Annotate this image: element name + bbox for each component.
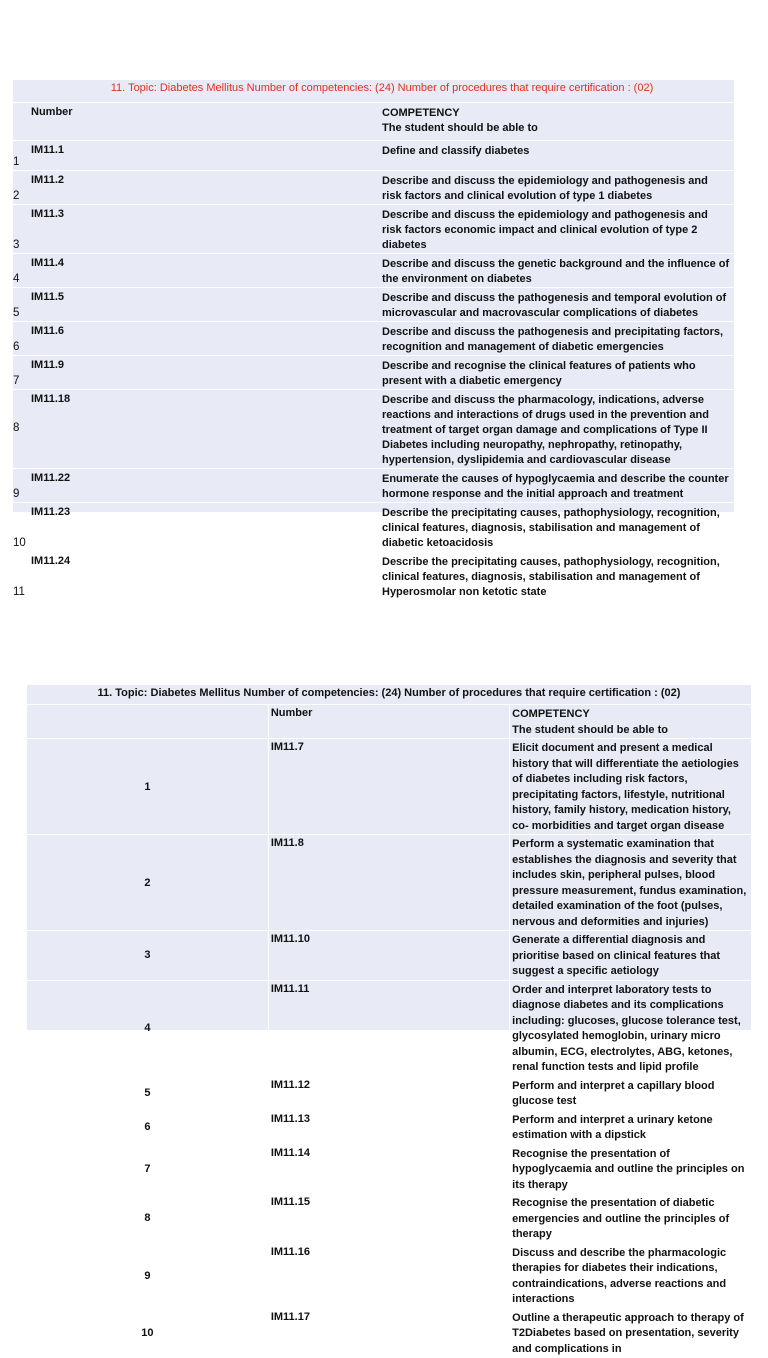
- competency-code: IM11.5: [30, 288, 382, 322]
- competency-code: IM11.4: [30, 254, 382, 288]
- table-row: [13, 205, 734, 254]
- row-index: 1: [13, 141, 30, 171]
- competency-code: IM11.12: [268, 1076, 509, 1110]
- competency-text: Describe and discuss the pathogenesis and precipitating factors, recognition and management of diabetic emergencies: [382, 322, 734, 356]
- row-index: 11: [13, 552, 30, 601]
- table-row: [27, 980, 751, 1076]
- competency-text: Recognise the presentation of hypoglycaemia and outline the principles on its therapy: [510, 1144, 751, 1194]
- table-row: [27, 1110, 751, 1144]
- table-row: [27, 1144, 751, 1194]
- table-row: [13, 171, 734, 205]
- table-row: [13, 469, 734, 503]
- row-index: 9: [13, 469, 30, 503]
- competency-code: IM11.10: [268, 931, 509, 981]
- table-row: [27, 1243, 751, 1308]
- competency-code: IM11.14: [268, 1144, 509, 1194]
- row-index: 3: [27, 931, 268, 981]
- competency-code: IM11.11: [268, 980, 509, 1076]
- table-row: [27, 1308, 751, 1358]
- table-row: [13, 503, 734, 552]
- row-index: 6: [13, 322, 30, 356]
- table-title: 11. Topic: Diabetes Mellitus Number of competencies: (24) Number of procedures that require certification : (02): [30, 80, 734, 103]
- competency-code: IM11.7: [268, 739, 509, 835]
- competency-text: Describe and recognise the clinical features of patients who present with a diabetic emergency: [382, 356, 734, 390]
- table-row: [27, 1076, 751, 1110]
- competency-text: Discuss and describe the pharmacologic therapies for diabetes their indications, contraindications, adverse reactions and interactions: [510, 1243, 751, 1308]
- row-index: 10: [13, 503, 30, 552]
- table-title-row: [27, 685, 751, 705]
- row-index: 8: [27, 1194, 268, 1244]
- competency-text: Enumerate the causes of hypoglycaemia and describe the counter hormone response and the initial approach and treatment: [382, 469, 734, 503]
- competency-table-top: [13, 80, 734, 598]
- competency-code: IM11.17: [268, 1308, 509, 1358]
- table-row: [13, 390, 734, 469]
- competency-code: IM11.9: [30, 356, 382, 390]
- row-index: 8: [13, 390, 30, 469]
- competency-text: Describe the precipitating causes, pathophysiology, recognition, clinical features, diagnosis, stabilisation and management of Hyperosmolar non ketotic state: [382, 552, 734, 601]
- row-index: 5: [13, 288, 30, 322]
- number-header: Number: [268, 705, 509, 739]
- competency-text: Describe and discuss the genetic background and the influence of the environment on diabetes: [382, 254, 734, 288]
- table-row: [27, 835, 751, 931]
- competency-text: Recognise the presentation of diabetic emergencies and outline the principles of therapy: [510, 1194, 751, 1244]
- competency-text: Order and interpret laboratory tests to diagnose diabetes and its complications including: glucoses, glucose tolerance test, glycosylated hemoglobin, urinary micro albumin, ECG, electrolytes, ABG, ketones, renal function tests and lipid profile: [510, 980, 751, 1076]
- competency-header: COMPETENCY The student should be able to: [510, 705, 751, 739]
- competency-text: Describe and discuss the pharmacology, indications, adverse reactions and interactions of drugs used in the prevention and treatment of target organ damage and complications of Type II Diabetes including neuropathy, nephropathy, retinopathy, hypertension, dyslipidemia and cardiovascular disease: [382, 390, 734, 469]
- table-header-row: [13, 103, 734, 141]
- row-index: 4: [27, 980, 268, 1076]
- competency-text: Define and classify diabetes: [382, 141, 734, 171]
- competency-code: IM11.6: [30, 322, 382, 356]
- competency-text: Generate a differential diagnosis and prioritise based on clinical features that suggest a specific aetiology: [510, 931, 751, 981]
- row-index: 2: [27, 835, 268, 931]
- competency-code: IM11.13: [268, 1110, 509, 1144]
- table-row: [27, 1194, 751, 1244]
- competency-code: IM11.22: [30, 469, 382, 503]
- table-title-row: [13, 80, 734, 103]
- row-index: 2: [13, 171, 30, 205]
- competency-header: COMPETENCY The student should be able to: [382, 103, 734, 141]
- row-index: 5: [27, 1076, 268, 1110]
- table-row: [13, 141, 734, 171]
- competency-text: Describe and discuss the epidemiology and pathogenesis and risk factors economic impact and clinical evolution of type 2 diabetes: [382, 205, 734, 254]
- table-row: [27, 931, 751, 981]
- table-row: [13, 288, 734, 322]
- competency-text: Perform and interpret a urinary ketone estimation with a dipstick: [510, 1110, 751, 1144]
- competency-code: IM11.2: [30, 171, 382, 205]
- competency-code: IM11.24: [30, 552, 382, 601]
- row-index: 7: [13, 356, 30, 390]
- competency-text: Perform a systematic examination that establishes the diagnosis and severity that includes skin, peripheral pulses, blood pressure measurement, fundus examination, detailed examination of the foot (pulses, nervous and deformities and injuries): [510, 835, 751, 931]
- table-row: [13, 356, 734, 390]
- competency-text: Elicit document and present a medical history that will differentiate the aetiologies of diabetes including risk factors, precipitating factors, lifestyle, nutritional history, family history, medication history, co- morbidities and target organ disease: [510, 739, 751, 835]
- competency-code: IM11.18: [30, 390, 382, 469]
- row-index: 4: [13, 254, 30, 288]
- competency-table-bottom: [27, 685, 751, 1355]
- competency-text: Outline a therapeutic approach to therapy of T2Diabetes based on presentation, severity and complications in: [510, 1308, 751, 1358]
- row-index: 7: [27, 1144, 268, 1194]
- row-index: 3: [13, 205, 30, 254]
- table-row: [13, 322, 734, 356]
- row-index: 10: [27, 1308, 268, 1358]
- competency-code: IM11.15: [268, 1194, 509, 1244]
- competency-code: IM11.16: [268, 1243, 509, 1308]
- table-header-row: [27, 705, 751, 739]
- row-index: 6: [27, 1110, 268, 1144]
- competency-code: IM11.23: [30, 503, 382, 552]
- table-row: [13, 254, 734, 288]
- table-title: 11. Topic: Diabetes Mellitus Number of competencies: (24) Number of procedures that require certification : (02): [27, 685, 751, 705]
- row-index: 1: [27, 739, 268, 835]
- competency-code: IM11.3: [30, 205, 382, 254]
- competency-code: IM11.8: [268, 835, 509, 931]
- number-header: Number: [30, 103, 382, 141]
- competency-text: Describe the precipitating causes, pathophysiology, recognition, clinical features, diagnosis, stabilisation and management of diabetic ketoacidosis: [382, 503, 734, 552]
- table-row: [27, 739, 751, 835]
- competency-text: Describe and discuss the epidemiology and pathogenesis and risk factors and clinical evolution of type 1 diabetes: [382, 171, 734, 205]
- table-row: [13, 552, 734, 601]
- row-index: 9: [27, 1243, 268, 1308]
- competency-text: Describe and discuss the pathogenesis and temporal evolution of microvascular and macrovascular complications of diabetes: [382, 288, 734, 322]
- competency-text: Perform and interpret a capillary blood glucose test: [510, 1076, 751, 1110]
- competency-code: IM11.1: [30, 141, 382, 171]
